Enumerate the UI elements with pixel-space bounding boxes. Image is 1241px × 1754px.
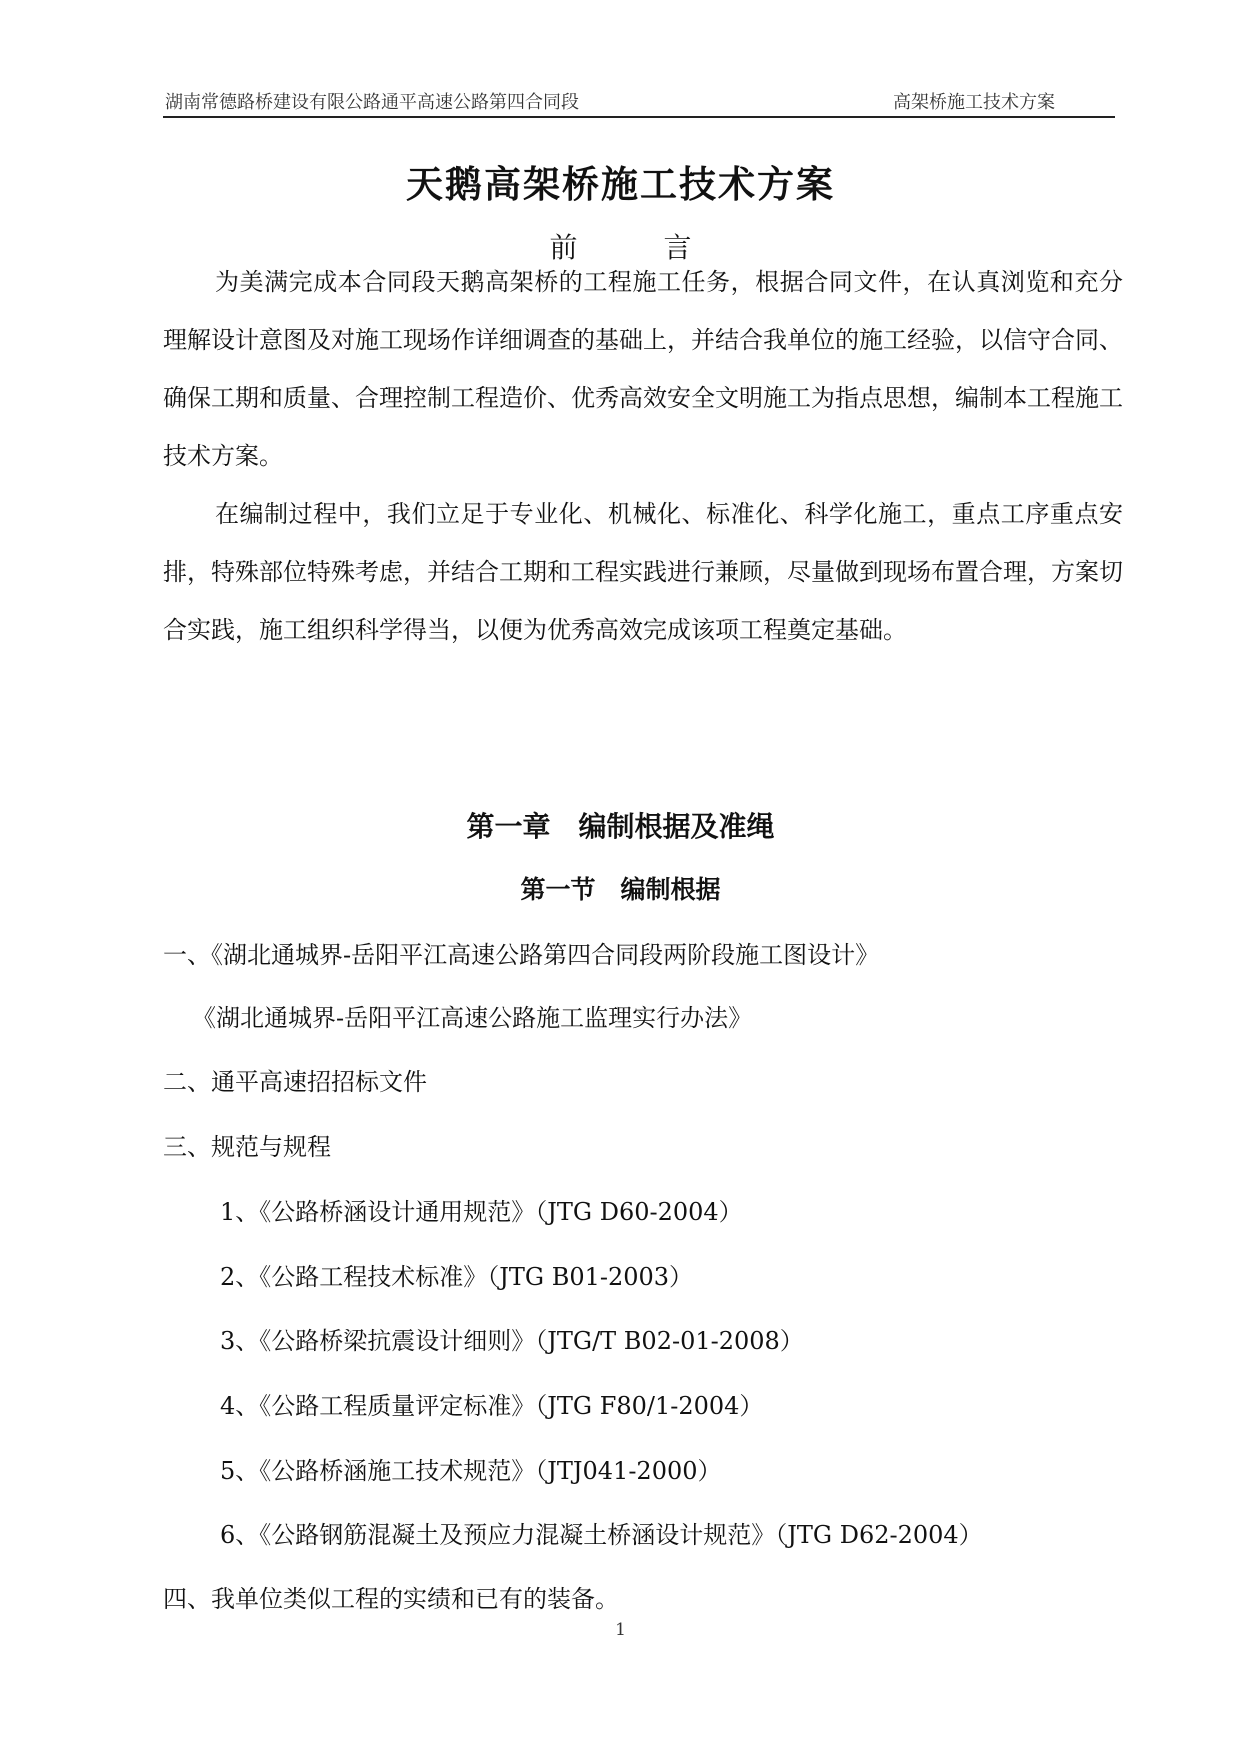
basis-item-1: 一、《湖北通城界-岳阳平江高速公路第四合同段两阶段施工图设计》 [163,941,880,969]
preface-paragraph-2: 在编制过程中，我们立足于专业化、机械化、标准化、科学化施工，重点工序重点安排，特殊部位特殊考虑，并结合工期和工程实践进行兼顾，尽量做到现场布置合理，方案切合实践，施工组织科学得当，以便为优秀高效完成该项工程奠定基础。 [163,500,1123,644]
document-title: 天鹅高架桥施工技术方案 [406,162,835,206]
preface-paragraph-1: 为美满完成本合同段天鹅高架桥的工程施工任务，根据合同文件，在认真浏览和充分理解设计意图及对施工现场作详细调查的基础上，并结合我单位的施工经验，以信守合同、确保工期和质量、合理控制工程造价、优秀高效安全文明施工为指点思想，编制本工程施工技术方案。 [163,268,1123,470]
section-title: 第一节 编制根据 [520,875,721,904]
page-number: 1 [615,1620,626,1640]
preface-char-2: 言 [663,231,692,264]
standard-item: 5、《公路桥涵施工技术规范》（JTJ041-2000） [220,1457,722,1485]
standard-item: 6、《公路钢筋混凝土及预应力混凝土桥涵设计规范》（JTG D62-2004） [220,1521,983,1549]
preface-char-1: 前 [549,231,578,264]
standard-item: 2、《公路工程技术标准》（JTG B01-2003） [220,1263,694,1291]
chapter-title: 第一章 编制根据及准绳 [466,810,775,843]
basis-item-1b: 《湖北通城界-岳阳平江高速公路施工监理实行办法》 [192,1004,753,1032]
standard-item: 4、《公路工程质量评定标准》（JTG F80/1-2004） [220,1392,764,1420]
standard-item: 3、《公路桥梁抗震设计细则》（JTG/T B02-01-2008） [220,1327,804,1355]
page-header [163,86,1115,118]
basis-item-4: 四、我单位类似工程的实绩和已有的装备。 [163,1585,619,1613]
basis-item-3: 三、规范与规程 [163,1133,331,1161]
basis-item-2: 二、通平高速招招标文件 [163,1068,427,1096]
standard-item: 1、《公路桥涵设计通用规范》（JTG D60-2004） [220,1198,743,1226]
header-company: 湖南常德路桥建设有限公路通平高速公路第四合同段 [165,92,579,113]
header-doc-title: 高架桥施工技术方案 [893,92,1055,113]
